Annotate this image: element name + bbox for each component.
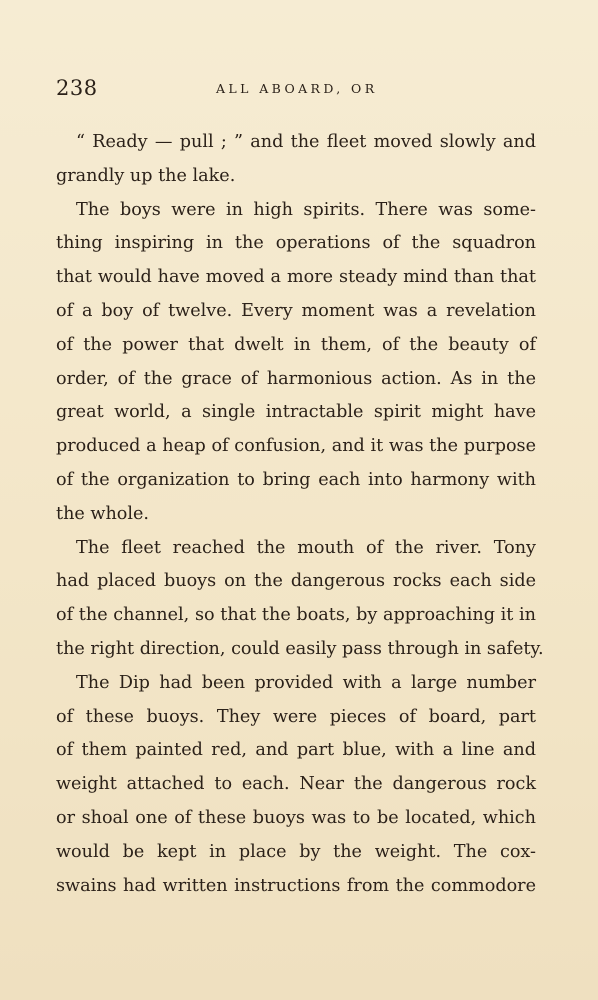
text-line: The boys were in high spirits. There was some-	[76, 199, 536, 220]
text-line: the right direction, could easily pass through in safety.	[56, 638, 544, 659]
text-line: of the organization to bring each into harmony with	[56, 469, 536, 490]
text-line: grandly up the lake.	[56, 165, 236, 186]
paragraph-4	[56, 667, 536, 904]
page-header	[56, 74, 544, 102]
text-line: or shoal one of these buoys was to be located, which	[56, 807, 536, 828]
paragraph-3	[56, 532, 544, 667]
text-line: that would have moved a more steady mind than that	[56, 267, 536, 288]
text-line: of the channel, so that the boats, by approaching it in	[56, 605, 536, 626]
text-line: of them painted red, and part blue, with a line and	[56, 740, 536, 761]
text-line: The Dip had been provided with a large number	[76, 672, 536, 693]
text-line: of these buoys. They were pieces of board, part	[56, 706, 536, 727]
text-line: of the power that dwelt in them, of the beauty of	[56, 334, 536, 355]
paragraph-2	[56, 194, 536, 532]
text-line: weight attached to each. Near the dangerous rock	[56, 774, 536, 795]
text-line: “ Ready — pull ; ” and the fleet moved slowly and	[76, 132, 536, 152]
text-line: of a boy of twelve. Every moment was a revelation	[56, 300, 536, 321]
text-line: would be kept in place by the weight. The cox-	[56, 841, 536, 862]
running-head: ALL ABOARD, OR	[216, 81, 378, 96]
text-line: great world, a single intractable spirit might have	[56, 402, 536, 423]
page-number: 238	[56, 76, 98, 100]
paragraph-1	[56, 126, 536, 194]
body-text	[56, 126, 544, 903]
text-line: the whole.	[56, 503, 150, 524]
text-line: swains had written instructions from the commodore	[56, 875, 536, 896]
text-line: produced a heap of confusion, and it was the purpose	[56, 436, 536, 457]
text-line: order, of the grace of harmonious action. As in the	[56, 368, 536, 389]
text-line: thing inspiring in the operations of the squadron	[56, 233, 536, 254]
text-line: The fleet reached the mouth of the river. Tony	[76, 537, 536, 558]
text-line: had placed buoys on the dangerous rocks each side	[56, 571, 536, 592]
